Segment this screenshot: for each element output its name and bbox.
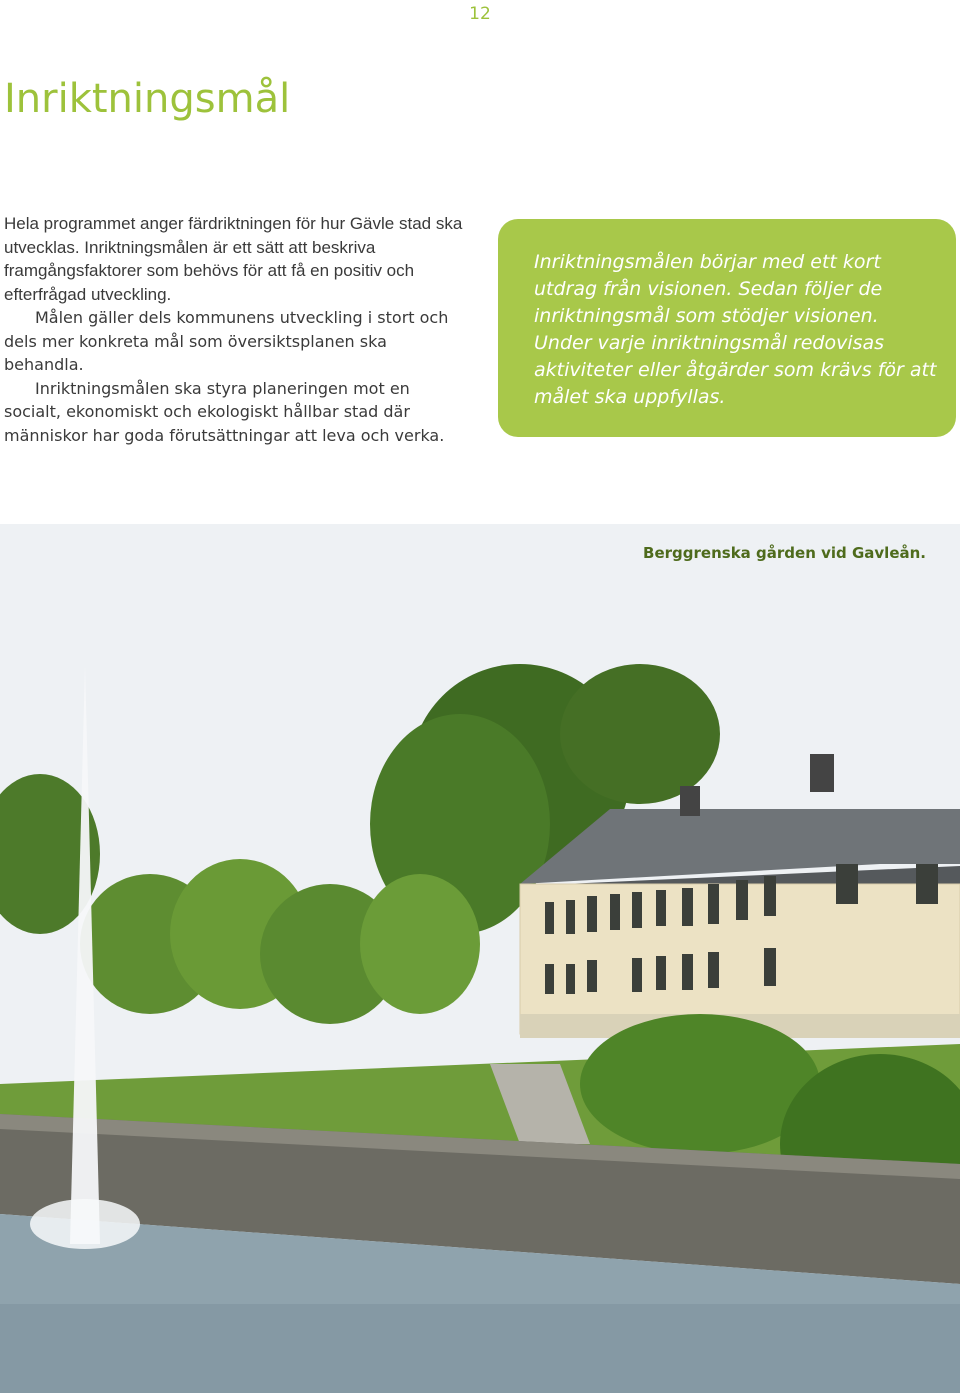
- photo-caption: Berggrenska gården vid Gavleån.: [643, 544, 926, 562]
- body-paragraph: Hela programmet anger färdriktningen för hur Gävle stad ska utvecklas. Inriktningsmålen är ett sätt att beskriva framgångsfaktorer som behövs för att få en positiv och efterfrågad utveckling.: [4, 214, 463, 304]
- page-title: Inriktningsmål: [4, 76, 291, 122]
- photo-berggrenska-garden: [0, 524, 960, 1393]
- body-text: [4, 212, 464, 447]
- body-paragraph: Inriktningsmålen ska styra planeringen mot en socialt, ekonomiskt och ekologiskt hållbar stad där människor har goda förutsättningar att leva och verka.: [4, 378, 445, 445]
- photo-illustration: [0, 524, 960, 1393]
- callout-box: [498, 219, 956, 437]
- page-number: 12: [469, 4, 491, 24]
- callout-text: Inriktningsmålen börjar med ett kort utdrag från visionen. Sedan följer de inriktningsmål som stödjer visionen. Under varje inriktningsmål redovisas aktiviteter eller åtgärder som krävs för att målet ska uppfyllas.: [534, 251, 937, 408]
- body-paragraph: Målen gäller dels kommunens utveckling i stort och dels mer konkreta mål som översiktsplanen ska behandla.: [4, 308, 449, 374]
